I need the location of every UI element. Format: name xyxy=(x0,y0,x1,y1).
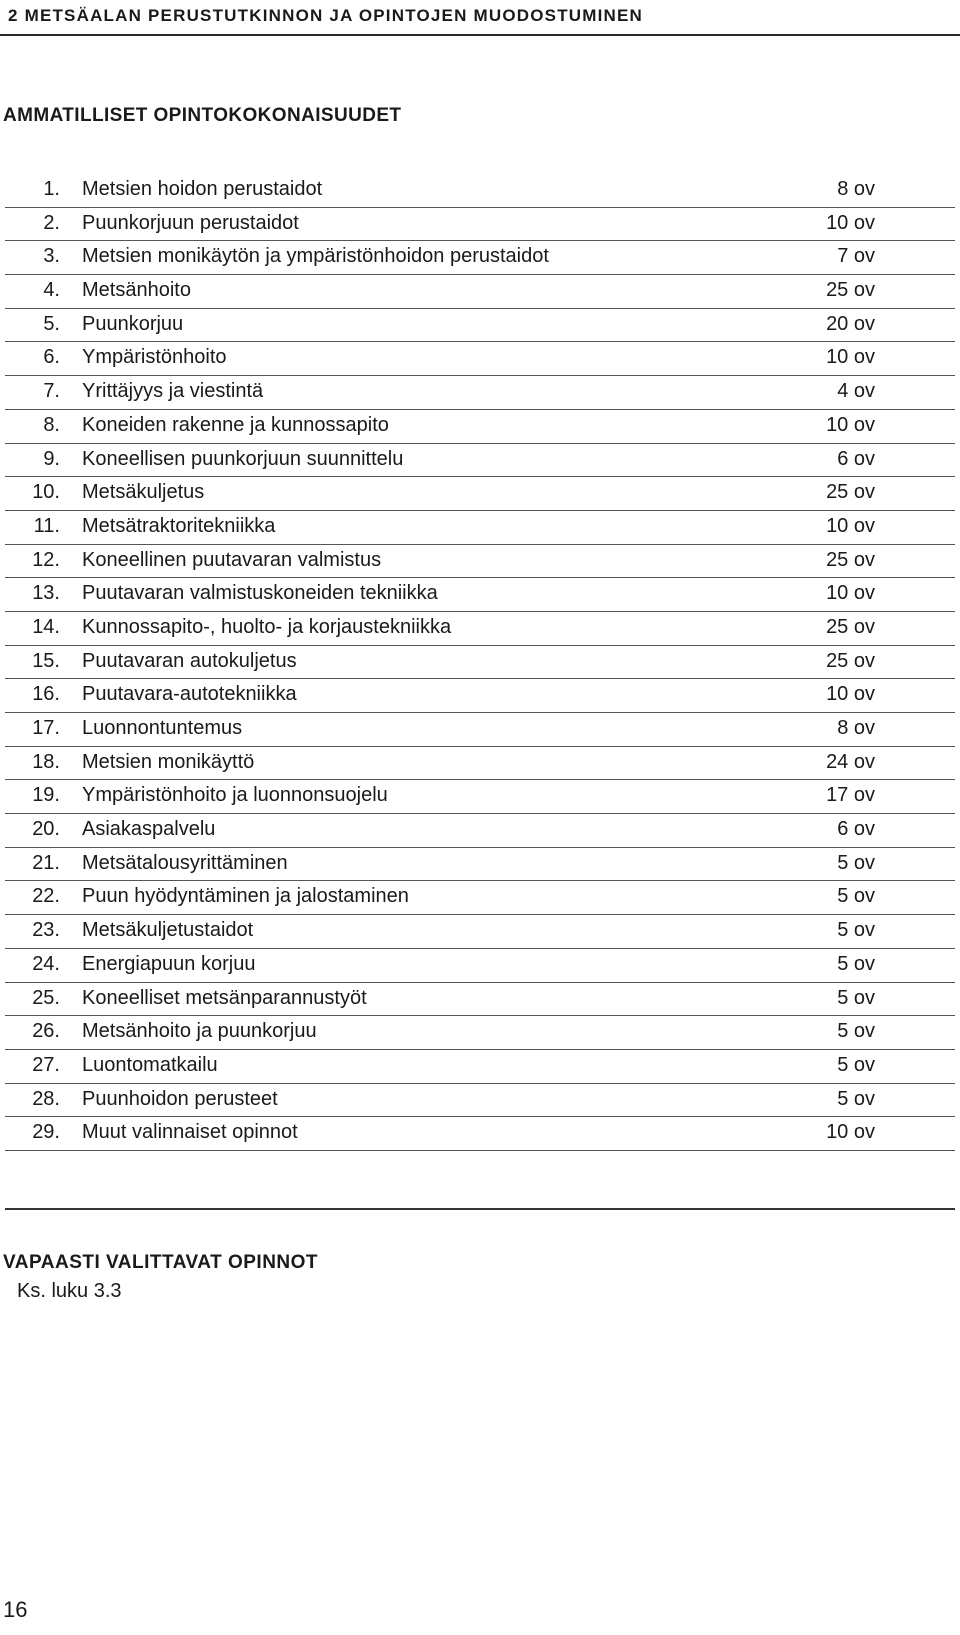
course-name: Koneellinen puutavaran valmistus xyxy=(82,548,382,571)
course-credits: 10 ov xyxy=(826,683,875,706)
course-number: 5. xyxy=(43,312,60,335)
course-name: Koneelliset metsänparannustyöt xyxy=(82,986,367,1009)
course-name: Puutavara-autotekniikka xyxy=(82,683,297,706)
course-credits: 6 ov xyxy=(837,818,875,841)
course-row xyxy=(5,275,955,309)
course-row xyxy=(5,376,955,410)
course-name: Koneiden rakenne ja kunnossapito xyxy=(82,413,389,436)
course-number: 14. xyxy=(32,615,60,638)
course-row xyxy=(5,545,955,579)
course-number: 9. xyxy=(43,447,60,470)
course-name: Luontomatkailu xyxy=(82,1053,218,1076)
course-number: 29. xyxy=(32,1121,60,1144)
course-row xyxy=(5,1084,955,1118)
course-row xyxy=(5,780,955,814)
course-name: Metsäkuljetus xyxy=(82,481,205,504)
course-credits: 10 ov xyxy=(826,211,875,234)
course-row xyxy=(5,881,955,915)
course-number: 20. xyxy=(32,818,60,841)
course-row xyxy=(5,511,955,545)
course-name: Puunkorjuun perustaidot xyxy=(82,211,299,234)
course-name: Koneellisen puunkorjuun suunnittelu xyxy=(82,447,404,470)
page-number: 16 xyxy=(3,1597,28,1622)
course-number: 23. xyxy=(32,919,60,942)
course-credits: 5 ov xyxy=(837,952,875,975)
course-credits: 5 ov xyxy=(837,1087,875,1110)
course-credits: 5 ov xyxy=(837,851,875,874)
course-row xyxy=(5,1016,955,1050)
course-row xyxy=(5,848,955,882)
course-credits: 20 ov xyxy=(826,312,875,335)
course-name: Metsänhoito xyxy=(82,279,191,302)
course-credits: 7 ov xyxy=(837,245,875,268)
course-row xyxy=(5,915,955,949)
course-name: Kunnossapito-, huolto- ja korjaustekniikka xyxy=(82,615,452,638)
course-row xyxy=(5,983,955,1017)
course-row xyxy=(5,747,955,781)
course-name: Energiapuun korjuu xyxy=(82,952,256,975)
section-title-free-studies: VAPAASTI VALITTAVAT OPINNOT xyxy=(3,1252,319,1273)
course-name: Puun hyödyntäminen ja jalostaminen xyxy=(82,885,409,908)
course-name: Metsätraktoritekniikka xyxy=(82,514,276,537)
course-credits: 24 ov xyxy=(826,750,875,773)
course-credits: 17 ov xyxy=(826,784,875,807)
course-list xyxy=(5,174,955,1151)
course-credits: 6 ov xyxy=(837,447,875,470)
course-name: Metsien monikäytön ja ympäristönhoidon perustaidot xyxy=(82,245,549,268)
course-row xyxy=(5,241,955,275)
course-number: 17. xyxy=(32,717,60,739)
course-number: 24. xyxy=(32,952,60,975)
course-credits: 25 ov xyxy=(826,548,875,571)
course-number: 26. xyxy=(32,1020,60,1043)
course-row xyxy=(5,342,955,376)
course-name: Puunkorjuu xyxy=(82,312,184,335)
course-number: 27. xyxy=(32,1053,60,1076)
running-header xyxy=(0,0,960,36)
course-number: 11. xyxy=(33,514,60,537)
course-number: 7. xyxy=(43,380,60,403)
course-credits: 5 ov xyxy=(837,885,875,908)
course-number: 13. xyxy=(32,582,60,605)
course-credits: 5 ov xyxy=(837,986,875,1009)
course-row xyxy=(5,309,955,343)
course-row xyxy=(5,174,955,208)
course-name: Puunhoidon perusteet xyxy=(82,1087,278,1110)
course-row xyxy=(5,1117,955,1151)
course-credits: 5 ov xyxy=(837,1020,875,1043)
course-name: Metsäkuljetustaidot xyxy=(82,919,254,942)
course-credits: 25 ov xyxy=(826,279,875,302)
course-name: Ympäristönhoito xyxy=(82,346,227,369)
course-number: 2. xyxy=(43,211,60,234)
course-name: Muut valinnaiset opinnot xyxy=(82,1121,298,1144)
course-credits: 10 ov xyxy=(826,582,875,605)
course-row xyxy=(5,477,955,511)
course-number: 21. xyxy=(32,851,60,874)
course-number: 3. xyxy=(43,245,60,268)
section-divider xyxy=(5,1208,955,1210)
course-name: Metsätalousyrittäminen xyxy=(82,851,288,874)
course-name: Puutavaran valmistuskoneiden tekniikka xyxy=(82,582,438,605)
course-row xyxy=(5,679,955,713)
section-title-vocational: AMMATILLISET OPINTOKOKONAISUUDET xyxy=(3,105,402,126)
course-credits: 4 ov xyxy=(837,380,875,403)
course-row xyxy=(5,410,955,444)
course-credits: 25 ov xyxy=(826,481,875,504)
course-credits: 25 ov xyxy=(826,615,875,638)
course-number: 22. xyxy=(32,885,60,908)
course-number: 4. xyxy=(43,279,60,302)
course-name: Puutavaran autokuljetus xyxy=(82,649,297,672)
course-number: 10. xyxy=(32,481,60,504)
course-row xyxy=(5,814,955,848)
course-number: 12. xyxy=(32,548,60,571)
course-number: 15. xyxy=(32,649,60,672)
course-credits: 25 ov xyxy=(826,649,875,672)
course-name: Metsien hoidon perustaidot xyxy=(82,178,323,200)
course-name: Asiakaspalvelu xyxy=(82,818,216,841)
course-number: 6. xyxy=(43,346,60,369)
course-credits: 10 ov xyxy=(826,346,875,369)
course-credits: 10 ov xyxy=(826,514,875,537)
course-number: 28. xyxy=(32,1087,60,1110)
course-number: 16. xyxy=(32,683,60,706)
course-name: Ympäristönhoito ja luonnonsuojelu xyxy=(82,784,388,807)
course-name: Metsänhoito ja puunkorjuu xyxy=(82,1020,317,1043)
course-number: 8. xyxy=(43,413,60,436)
course-number: 1. xyxy=(43,178,60,200)
course-credits: 8 ov xyxy=(837,178,875,200)
course-row xyxy=(5,646,955,680)
course-name: Luonnontuntemus xyxy=(82,717,243,739)
course-credits: 5 ov xyxy=(837,919,875,942)
course-number: 19. xyxy=(32,784,60,807)
course-credits: 5 ov xyxy=(837,1053,875,1076)
course-credits: 10 ov xyxy=(826,1121,875,1144)
course-row xyxy=(5,612,955,646)
course-row xyxy=(5,208,955,242)
running-header-title: 2 METSÄALAN PERUSTUTKINNON JA OPINTOJEN MUODOSTUMINEN xyxy=(8,6,644,25)
course-name: Metsien monikäyttö xyxy=(82,750,255,773)
course-row xyxy=(5,713,955,747)
course-number: 25. xyxy=(32,986,60,1009)
free-studies-reference: Ks. luku 3.3 xyxy=(17,1280,122,1302)
course-row xyxy=(5,444,955,478)
course-credits: 8 ov xyxy=(837,717,875,739)
course-credits: 10 ov xyxy=(826,413,875,436)
course-number: 18. xyxy=(32,750,60,773)
course-name: Yrittäjyys ja viestintä xyxy=(82,380,264,403)
course-row xyxy=(5,1050,955,1084)
course-row xyxy=(5,578,955,612)
course-row xyxy=(5,949,955,983)
